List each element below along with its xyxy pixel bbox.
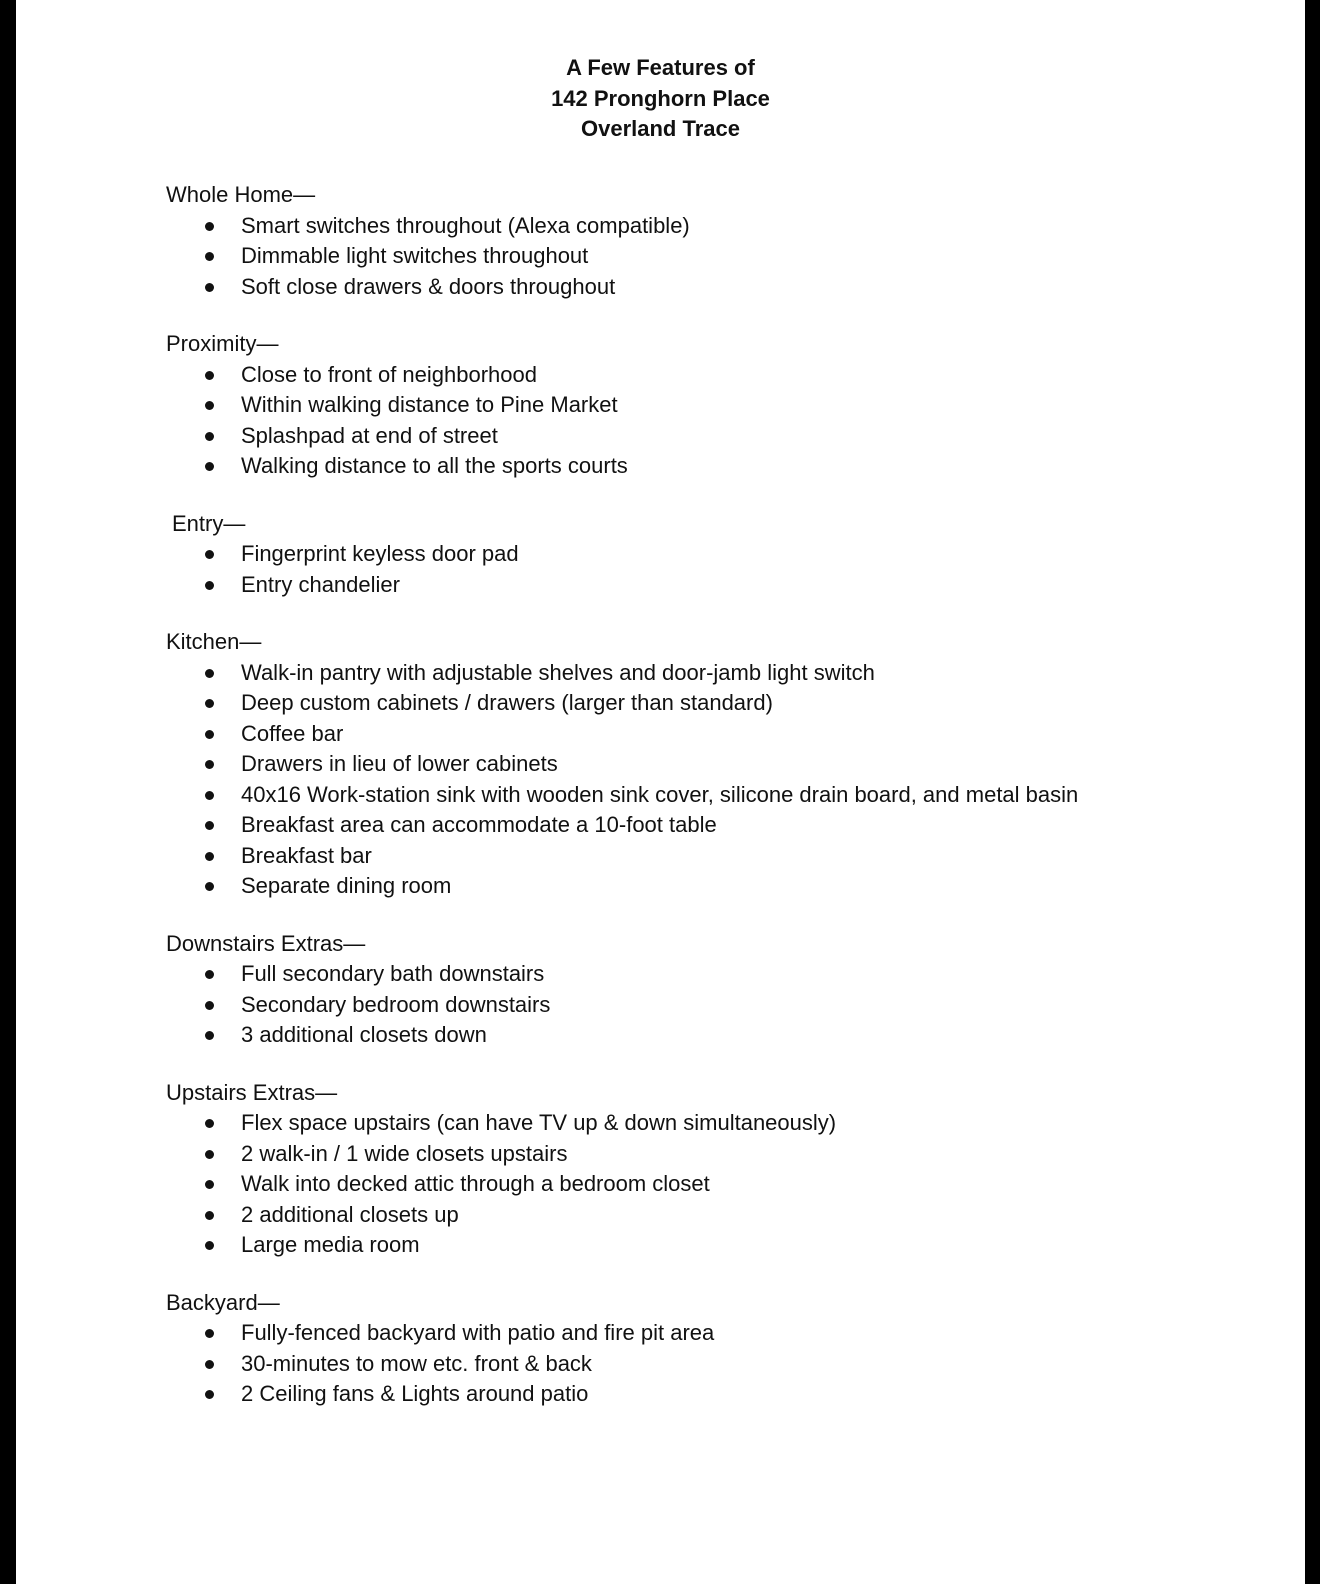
section-heading: Entry— xyxy=(172,510,246,536)
bullet-dot-icon xyxy=(205,1119,214,1128)
bullet-dot-icon xyxy=(205,1390,214,1399)
bullet-dot-icon xyxy=(205,1001,214,1010)
list-item-text: Fingerprint keyless door pad xyxy=(241,541,519,566)
list-item xyxy=(166,719,1266,750)
bullet-dot-icon xyxy=(205,699,214,708)
section-heading: Kitchen— xyxy=(166,629,262,654)
bullet-dot-icon xyxy=(205,252,214,261)
list-item xyxy=(166,390,1266,421)
list-item xyxy=(166,451,1266,482)
bullet-dot-icon xyxy=(205,760,214,769)
list-item-text: Flex space upstairs (can have TV up & down simultaneously) xyxy=(241,1110,837,1135)
list-item-text: Splashpad at end of street xyxy=(241,422,498,448)
bullet-dot-icon xyxy=(205,1150,214,1159)
bullet-dot-icon xyxy=(205,791,214,800)
list-item-text: Breakfast bar xyxy=(241,842,372,868)
list-item xyxy=(166,780,1266,811)
list-item-text: Walk into decked attic through a bedroom closet xyxy=(241,1171,710,1196)
feature-section xyxy=(166,1078,1266,1261)
list-item xyxy=(166,272,1266,303)
list-item xyxy=(166,1139,1266,1170)
document-title xyxy=(16,53,1305,145)
list-item-text: Secondary bedroom downstairs xyxy=(241,991,551,1017)
bullet-dot-icon xyxy=(205,581,214,590)
list-item-text: Separate dining room xyxy=(241,873,452,898)
list-item-text: Drawers in lieu of lower cabinets xyxy=(241,751,558,776)
list-item xyxy=(166,570,1266,601)
feature-sections xyxy=(166,180,1266,1437)
list-item xyxy=(166,990,1266,1021)
list-item-text: Close to front of neighborhood xyxy=(241,361,537,387)
bullet-dot-icon xyxy=(205,821,214,830)
title-address: 142 Pronghorn Place xyxy=(551,85,770,111)
list-item-text: 2 walk-in / 1 wide closets upstairs xyxy=(241,1140,568,1166)
document-page xyxy=(16,0,1305,1584)
bullet-list xyxy=(166,360,1266,482)
section-heading: Whole Home— xyxy=(166,182,316,207)
bullet-list xyxy=(166,658,1266,902)
list-item-text: Soft close drawers & doors throughout xyxy=(241,273,616,299)
list-item-text: Fully-fenced backyard with patio and fire pit area xyxy=(241,1320,715,1345)
bullet-dot-icon xyxy=(205,1360,214,1369)
list-item-text: Deep custom cabinets / drawers (larger than standard) xyxy=(241,690,773,715)
list-item xyxy=(166,1230,1266,1261)
bullet-dot-icon xyxy=(205,882,214,891)
feature-section xyxy=(166,929,1266,1051)
list-item xyxy=(166,871,1266,902)
list-item-text: Coffee bar xyxy=(241,720,344,746)
list-item-text: 3 additional closets down xyxy=(241,1022,487,1047)
list-item-text: Walk-in pantry with adjustable shelves and door-jamb light switch xyxy=(241,659,875,685)
section-heading: Backyard— xyxy=(166,1289,280,1315)
list-item-text: Full secondary bath downstairs xyxy=(241,961,545,986)
bullet-dot-icon xyxy=(205,970,214,979)
section-heading: Proximity— xyxy=(166,331,279,356)
feature-section xyxy=(166,180,1266,302)
list-item-text: 40x16 Work-station sink with wooden sink cover, silicone drain board, and metal basin xyxy=(241,781,1079,807)
section-heading: Downstairs Extras— xyxy=(166,930,366,956)
list-item xyxy=(166,1108,1266,1139)
bullet-dot-icon xyxy=(205,1211,214,1220)
bullet-dot-icon xyxy=(205,222,214,231)
list-item xyxy=(166,658,1266,689)
list-item-text: Large media room xyxy=(241,1232,420,1257)
bullet-dot-icon xyxy=(205,283,214,292)
feature-section xyxy=(166,627,1266,902)
bullet-dot-icon xyxy=(205,371,214,380)
title-line: A Few Features of xyxy=(566,55,755,80)
bullet-dot-icon xyxy=(205,852,214,861)
bullet-list xyxy=(166,1318,1266,1410)
bullet-dot-icon xyxy=(205,1241,214,1250)
bullet-dot-icon xyxy=(205,1180,214,1189)
list-item xyxy=(166,1020,1266,1051)
bullet-dot-icon xyxy=(205,462,214,471)
bullet-dot-icon xyxy=(205,1329,214,1338)
list-item xyxy=(166,360,1266,391)
bullet-list xyxy=(166,1108,1266,1261)
feature-section xyxy=(166,1288,1266,1410)
list-item-text: Entry chandelier xyxy=(241,571,400,597)
section-heading: Upstairs Extras— xyxy=(166,1079,338,1105)
list-item xyxy=(166,1379,1266,1410)
list-item-text: Breakfast area can accommodate a 10-foot table xyxy=(241,812,717,837)
list-item-text: Within walking distance to Pine Market xyxy=(241,392,618,417)
list-item-text: Dimmable light switches throughout xyxy=(241,243,589,268)
list-item xyxy=(166,749,1266,780)
list-item xyxy=(166,211,1266,242)
list-item xyxy=(166,1200,1266,1231)
list-item xyxy=(166,841,1266,872)
list-item-text: 30-minutes to mow etc. front & back xyxy=(241,1350,592,1376)
bullet-dot-icon xyxy=(205,1031,214,1040)
list-item xyxy=(166,421,1266,452)
bullet-dot-icon xyxy=(205,432,214,441)
list-item xyxy=(166,1169,1266,1200)
list-item-text: Walking distance to all the sports courts xyxy=(241,453,628,478)
list-item xyxy=(166,241,1266,272)
bullet-list xyxy=(166,211,1266,303)
list-item xyxy=(166,1318,1266,1349)
feature-section xyxy=(166,509,1266,601)
list-item-text: Smart switches throughout (Alexa compatible) xyxy=(241,212,690,238)
list-item-text: 2 additional closets up xyxy=(241,1201,459,1227)
list-item xyxy=(166,688,1266,719)
title-neighborhood: Overland Trace xyxy=(581,116,740,141)
bullet-dot-icon xyxy=(205,401,214,410)
bullet-dot-icon xyxy=(205,669,214,678)
feature-section xyxy=(166,329,1266,482)
bullet-list xyxy=(166,539,1266,600)
list-item xyxy=(166,959,1266,990)
bullet-dot-icon xyxy=(205,730,214,739)
bullet-list xyxy=(166,959,1266,1051)
list-item xyxy=(166,810,1266,841)
list-item-text: 2 Ceiling fans & Lights around patio xyxy=(241,1381,589,1406)
bullet-dot-icon xyxy=(205,550,214,559)
list-item xyxy=(166,1349,1266,1380)
list-item xyxy=(166,539,1266,570)
